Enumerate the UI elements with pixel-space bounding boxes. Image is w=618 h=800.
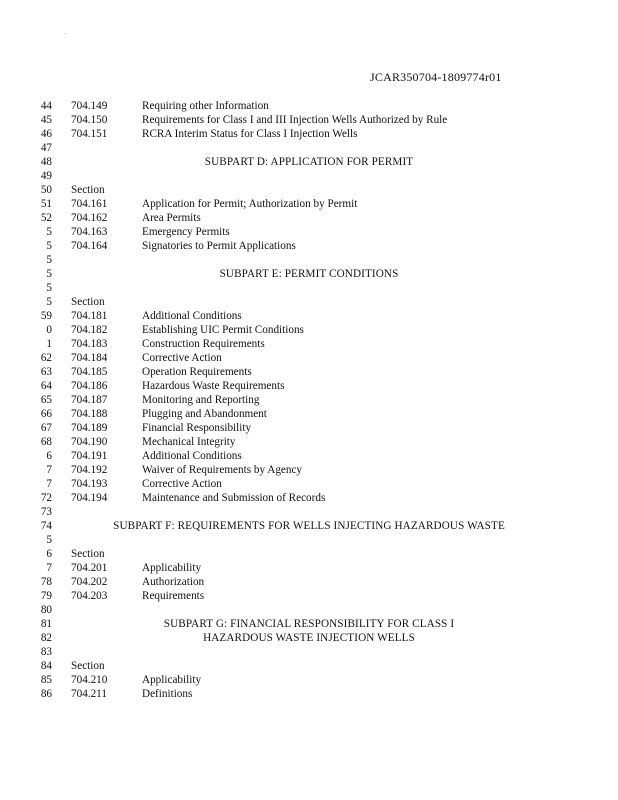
section-title: Requirements bbox=[142, 590, 205, 602]
document-line bbox=[0, 575, 618, 589]
section-number: 704.164 bbox=[71, 240, 108, 252]
section-title: Application for Permit; Authorization by Permit bbox=[142, 198, 358, 210]
line-number: 5 bbox=[46, 254, 52, 266]
document-line bbox=[0, 645, 618, 659]
section-number: 704.189 bbox=[71, 422, 108, 434]
section-number: 704.186 bbox=[71, 380, 108, 392]
line-number: 46 bbox=[40, 128, 52, 140]
section-title: Corrective Action bbox=[142, 478, 222, 490]
section-title: Area Permits bbox=[142, 212, 201, 224]
section-title: Maintenance and Submission of Records bbox=[142, 492, 326, 504]
section-number: 704.181 bbox=[71, 310, 108, 322]
line-number: 63 bbox=[40, 366, 52, 378]
document-line bbox=[0, 393, 618, 407]
section-number: 704.192 bbox=[71, 464, 108, 476]
section-number: 704.183 bbox=[71, 338, 108, 350]
section-title: RCRA Interim Status for Class I Injection Wells bbox=[142, 128, 358, 140]
line-number: 83 bbox=[40, 646, 52, 658]
section-title: Construction Requirements bbox=[142, 338, 265, 350]
document-line bbox=[0, 421, 618, 435]
document-line bbox=[0, 211, 618, 225]
line-number: 68 bbox=[40, 436, 52, 448]
document-line bbox=[0, 127, 618, 141]
subpart-heading: SUBPART G: FINANCIAL RESPONSIBILITY FOR CLASS I bbox=[163, 618, 455, 630]
section-title: Requiring other Information bbox=[142, 100, 269, 112]
document-line bbox=[0, 295, 618, 309]
document-line bbox=[0, 435, 618, 449]
section-title: Corrective Action bbox=[142, 352, 222, 364]
document-line bbox=[0, 589, 618, 603]
line-number: 79 bbox=[40, 590, 52, 602]
section-label: Section bbox=[71, 296, 105, 308]
line-number: 7 bbox=[46, 562, 52, 574]
line-number: 7 bbox=[46, 464, 52, 476]
document-line bbox=[0, 603, 618, 617]
section-title: Signatories to Permit Applications bbox=[142, 240, 296, 252]
section-number: 704.210 bbox=[71, 674, 108, 686]
line-number: 0 bbox=[46, 324, 52, 336]
section-title: Plugging and Abandonment bbox=[142, 408, 267, 420]
document-line bbox=[0, 197, 618, 211]
line-number: 51 bbox=[40, 198, 52, 210]
line-number: 64 bbox=[40, 380, 52, 392]
document-line bbox=[0, 407, 618, 421]
line-number: 5 bbox=[46, 240, 52, 252]
document-line bbox=[0, 183, 618, 197]
line-number: 74 bbox=[40, 520, 52, 532]
document-line bbox=[0, 113, 618, 127]
section-title: Operation Requirements bbox=[142, 366, 252, 378]
line-number: 81 bbox=[40, 618, 52, 630]
line-number: 5 bbox=[46, 534, 52, 546]
section-number: 704.203 bbox=[71, 590, 108, 602]
document-line bbox=[0, 351, 618, 365]
line-number: 82 bbox=[40, 632, 52, 644]
document-line bbox=[0, 155, 618, 169]
document-line bbox=[0, 323, 618, 337]
section-number: 704.191 bbox=[71, 450, 108, 462]
document-line bbox=[0, 533, 618, 547]
document-line bbox=[0, 225, 618, 239]
document-line bbox=[0, 505, 618, 519]
line-number: 86 bbox=[40, 688, 52, 700]
section-title: Additional Conditions bbox=[142, 310, 242, 322]
line-number: 7 bbox=[46, 478, 52, 490]
section-title: Definitions bbox=[142, 688, 193, 700]
line-number: 62 bbox=[40, 352, 52, 364]
document-line bbox=[0, 519, 618, 533]
line-number: 49 bbox=[40, 170, 52, 182]
section-title: Requirements for Class I and III Injection Wells Authorized by Rule bbox=[142, 114, 448, 126]
line-number: 6 bbox=[46, 450, 52, 462]
line-number: 5 bbox=[46, 268, 52, 280]
line-number: 1 bbox=[46, 338, 52, 350]
line-number: 5 bbox=[46, 226, 52, 238]
document-line bbox=[0, 379, 618, 393]
section-number: 704.150 bbox=[71, 114, 108, 126]
section-title: Mechanical Integrity bbox=[142, 436, 236, 448]
document-line bbox=[0, 239, 618, 253]
section-title: Financial Responsibility bbox=[142, 422, 252, 434]
line-number: 48 bbox=[40, 156, 52, 168]
document-line bbox=[0, 631, 618, 645]
line-number: 78 bbox=[40, 576, 52, 588]
document-line bbox=[0, 617, 618, 631]
section-number: 704.161 bbox=[71, 198, 108, 210]
line-number: 80 bbox=[40, 604, 52, 616]
section-number: 704.182 bbox=[71, 324, 108, 336]
line-number: 5 bbox=[46, 296, 52, 308]
document-line bbox=[0, 491, 618, 505]
document-line bbox=[0, 141, 618, 155]
document-line bbox=[0, 365, 618, 379]
section-title: Establishing UIC Permit Conditions bbox=[142, 324, 304, 336]
document-line bbox=[0, 267, 618, 281]
section-title: Authorization bbox=[142, 576, 205, 588]
section-title: Emergency Permits bbox=[142, 226, 230, 238]
section-number: 704.211 bbox=[71, 688, 107, 700]
line-number: 59 bbox=[40, 310, 52, 322]
subpart-heading: SUBPART E: PERMIT CONDITIONS bbox=[219, 268, 399, 280]
line-number: 85 bbox=[40, 674, 52, 686]
section-number: 704.201 bbox=[71, 562, 108, 574]
section-number: 704.149 bbox=[71, 100, 108, 112]
section-title: Applicability bbox=[142, 562, 202, 574]
section-title: Waiver of Requirements by Agency bbox=[142, 464, 303, 476]
line-number: 72 bbox=[40, 492, 52, 504]
document-line bbox=[0, 449, 618, 463]
section-label: Section bbox=[71, 548, 105, 560]
line-number: 67 bbox=[40, 422, 52, 434]
section-number: 704.188 bbox=[71, 408, 108, 420]
document-line bbox=[0, 547, 618, 561]
line-number: 65 bbox=[40, 394, 52, 406]
section-number: 704.185 bbox=[71, 366, 108, 378]
section-number: 704.190 bbox=[71, 436, 108, 448]
document-line bbox=[0, 463, 618, 477]
section-number: 704.193 bbox=[71, 478, 108, 490]
line-number: 73 bbox=[40, 506, 52, 518]
section-title: Hazardous Waste Requirements bbox=[142, 380, 285, 392]
line-number: 6 bbox=[46, 548, 52, 560]
document-id: JCAR350704-1809774r01 bbox=[370, 70, 502, 84]
line-number: 47 bbox=[40, 142, 52, 154]
section-title: Monitoring and Reporting bbox=[142, 394, 260, 406]
line-number: 52 bbox=[40, 212, 52, 224]
subpart-heading: SUBPART F: REQUIREMENTS FOR WELLS INJECTING HAZARDOUS WASTE bbox=[113, 520, 505, 532]
section-number: 704.162 bbox=[71, 212, 108, 224]
document-line bbox=[0, 561, 618, 575]
line-number: 45 bbox=[40, 114, 52, 126]
section-number: 704.151 bbox=[71, 128, 108, 140]
section-number: 704.194 bbox=[71, 492, 108, 504]
line-number: 44 bbox=[40, 100, 52, 112]
document-line bbox=[0, 253, 618, 267]
document-line bbox=[0, 673, 618, 687]
subpart-heading: SUBPART D: APPLICATION FOR PERMIT bbox=[204, 156, 414, 168]
document-line bbox=[0, 659, 618, 673]
section-number: 704.184 bbox=[71, 352, 108, 364]
section-number: 704.202 bbox=[71, 576, 108, 588]
document-line bbox=[0, 309, 618, 323]
section-label: Section bbox=[71, 184, 105, 196]
document-line bbox=[0, 281, 618, 295]
section-number: 704.163 bbox=[71, 226, 108, 238]
line-number: 66 bbox=[40, 408, 52, 420]
line-number: 50 bbox=[40, 184, 52, 196]
line-number: 84 bbox=[40, 660, 52, 672]
section-number: 704.187 bbox=[71, 394, 108, 406]
line-number: 5 bbox=[46, 282, 52, 294]
document-line bbox=[0, 169, 618, 183]
section-title: Additional Conditions bbox=[142, 450, 242, 462]
document-line bbox=[0, 477, 618, 491]
document-line bbox=[0, 687, 618, 701]
page-mark: · bbox=[64, 30, 67, 38]
table-of-contents bbox=[0, 99, 618, 701]
section-title: Applicability bbox=[142, 674, 202, 686]
subpart-heading: HAZARDOUS WASTE INJECTION WELLS bbox=[203, 632, 415, 644]
section-label: Section bbox=[71, 660, 105, 672]
document-line bbox=[0, 337, 618, 351]
document-line bbox=[0, 99, 618, 113]
